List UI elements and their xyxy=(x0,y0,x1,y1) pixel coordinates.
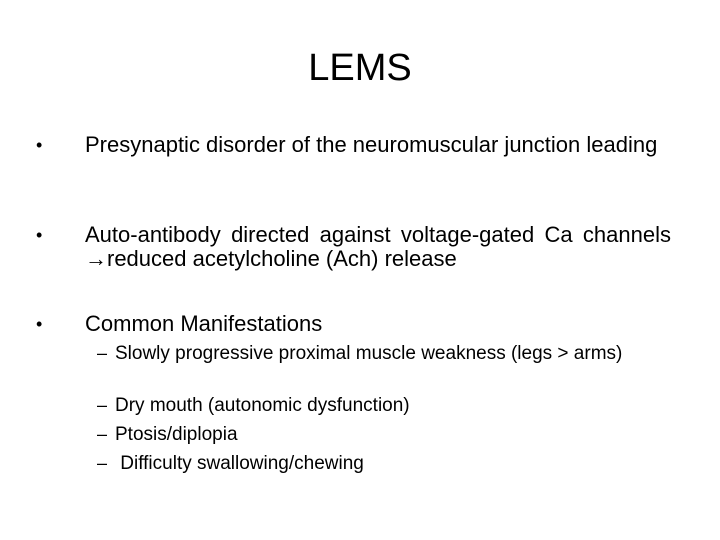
bullet-text: Auto-antibody directed against voltage-gated Ca channels →reduced acetylcholine (Ach) release xyxy=(85,222,671,271)
bullet-dot-icon: • xyxy=(36,314,43,334)
bullet-text: Common Manifestations xyxy=(85,311,323,336)
dash-icon: – xyxy=(97,343,108,363)
dash-icon: – xyxy=(97,424,108,444)
sub-bullet-text: Ptosis/diplopia xyxy=(115,424,238,445)
sub-bullet-text: Difficulty swallowing/chewing xyxy=(115,453,364,474)
dash-icon: – xyxy=(97,395,108,415)
sub-bullet-text: Dry mouth (autonomic dysfunction) xyxy=(115,395,410,416)
slide-title: LEMS xyxy=(308,47,412,89)
sub-bullet-text: Slowly progressive proximal muscle weakness (legs > arms) xyxy=(115,343,623,364)
bullet-text: Presynaptic disorder of the neuromuscular junction leading xyxy=(85,132,658,157)
dash-icon: – xyxy=(97,453,108,473)
bullet-dot-icon: • xyxy=(36,225,43,245)
bullet-dot-icon: • xyxy=(36,135,43,155)
